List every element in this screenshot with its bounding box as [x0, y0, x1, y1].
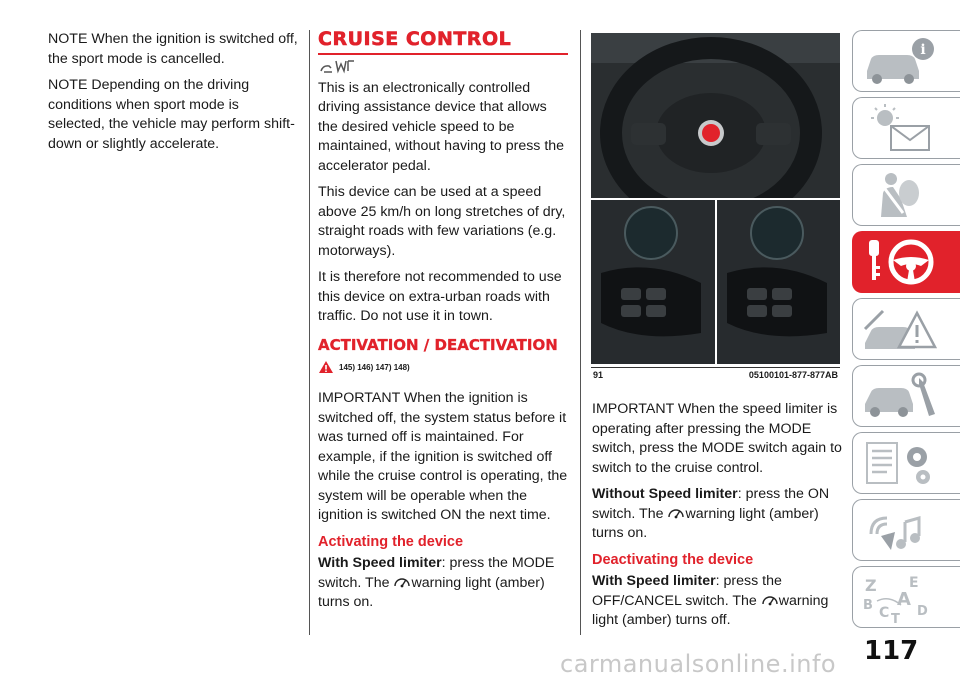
column-divider: [580, 30, 581, 635]
cruise-warning-light-icon: [393, 575, 411, 589]
column-divider: [309, 30, 310, 635]
deactivating-subheading: Deactivating the device: [592, 551, 754, 568]
figure-code: 05100101-877-877AB: [748, 370, 838, 380]
deactivating-paragraph: [592, 572, 842, 631]
without-limiter-text1: : press the ON switch. The: [592, 486, 830, 522]
note-sport-shift-down: NOTE Depending on the driving conditions when sport mode is selected, the vehicle may perform shift-down or slightly accelerate.: [48, 77, 295, 152]
with-limiter-text2: warning light (amber) turns on.: [318, 574, 545, 610]
activation-heading: ACTIVATION / DEACTIVATION: [318, 335, 558, 354]
cruise-warning-light-icon: [761, 593, 779, 607]
car-service-icon: [861, 370, 941, 422]
tab-multimedia[interactable]: [852, 499, 960, 561]
deact-limiter-label: With Speed limiter: [592, 573, 716, 589]
svg-text:D: D: [917, 604, 928, 619]
usage-paragraph: This device can be used at a speed above 25 km/h on long stretches of dry, straight roads with few variations (e.g. motorways).: [318, 184, 566, 259]
accident-warning-icon: [861, 303, 941, 355]
warning-refs-text: 145) 146) 147) 148): [339, 362, 410, 372]
tab-index[interactable]: [852, 566, 960, 628]
cruise-warning-light-icon: [667, 506, 685, 520]
steering-wheel-illustration: [591, 33, 840, 364]
figure-number: 91: [593, 370, 604, 380]
important-speed-limiter: IMPORTANT When the speed limiter is operating after pressing the MODE switch, press the MODE switch again to switch to the cruise control.: [592, 401, 842, 476]
watermark: carmanualsonline.info: [560, 650, 837, 678]
tab-servicing[interactable]: [852, 365, 960, 427]
svg-text:Z: Z: [865, 576, 877, 595]
column-right: [592, 400, 842, 638]
column-left: [48, 30, 298, 161]
cruise-control-icon: [318, 57, 358, 75]
svg-text:A: A: [897, 589, 911, 610]
index-letters-icon: [861, 571, 941, 623]
tab-lights-messages[interactable]: [852, 97, 960, 159]
note-sport-cancelled: NOTE When the ignition is switched off, the sport mode is cancelled.: [48, 31, 298, 67]
section-title: CRUISE CONTROL: [318, 28, 512, 50]
recommendation-paragraph: It is therefore not recommended to use this device on extra-urban roads with traffic. Do not use it in town.: [318, 269, 562, 324]
svg-text:T: T: [891, 612, 900, 623]
tab-specifications[interactable]: [852, 432, 960, 494]
tab-starting-driving[interactable]: [852, 231, 960, 293]
tab-safety[interactable]: [852, 164, 960, 226]
title-rule: [318, 53, 568, 55]
warning-triangle-icon: [318, 360, 334, 374]
with-limiter-text1: : press the MODE switch. The: [318, 555, 555, 591]
warning-references: [318, 358, 570, 378]
without-limiter-paragraph: [592, 485, 842, 544]
tab-car-info[interactable]: [852, 30, 960, 92]
svg-text:i: i: [920, 42, 926, 58]
multimedia-icon: [861, 504, 941, 556]
svg-text:B: B: [863, 598, 873, 613]
specifications-gear-icon: [861, 437, 941, 489]
safety-airbag-icon: [861, 169, 941, 221]
page-number: 117: [864, 636, 919, 666]
steering-wheel-photo: [591, 33, 840, 364]
deact-text1: : press the OFF/CANCEL switch. The: [592, 573, 782, 609]
with-limiter-label: With Speed limiter: [318, 555, 442, 571]
intro-paragraph: This is an electronically controlled driving assistance device that allows the desired vehicle speed to be maintained, without having to press the accelerator pedal.: [318, 79, 565, 174]
svg-text:C: C: [879, 605, 890, 621]
column-middle: [318, 30, 570, 620]
activating-subheading: Activating the device: [318, 533, 464, 550]
without-limiter-label: Without Speed limiter: [592, 486, 738, 502]
svg-text:E: E: [909, 575, 919, 591]
without-limiter-text2: warning light (amber) turns on.: [592, 505, 819, 541]
activating-with-limiter: [318, 554, 570, 613]
tab-emergency[interactable]: [852, 298, 960, 360]
lights-message-icon: [861, 102, 941, 154]
chapter-sidebar: [852, 30, 960, 633]
figure-caption: [591, 367, 840, 382]
car-info-icon: [861, 35, 941, 87]
key-steering-wheel-icon: [861, 236, 941, 288]
deact-text2: warning light (amber) turns off.: [592, 592, 829, 628]
important-ignition: IMPORTANT When the ignition is switched off, the system status before it was turned off is maintained. For example, if the ignition is switched off while the cruise control is operating, the system will be operable when the ignition is switched ON the next time.: [318, 390, 568, 523]
